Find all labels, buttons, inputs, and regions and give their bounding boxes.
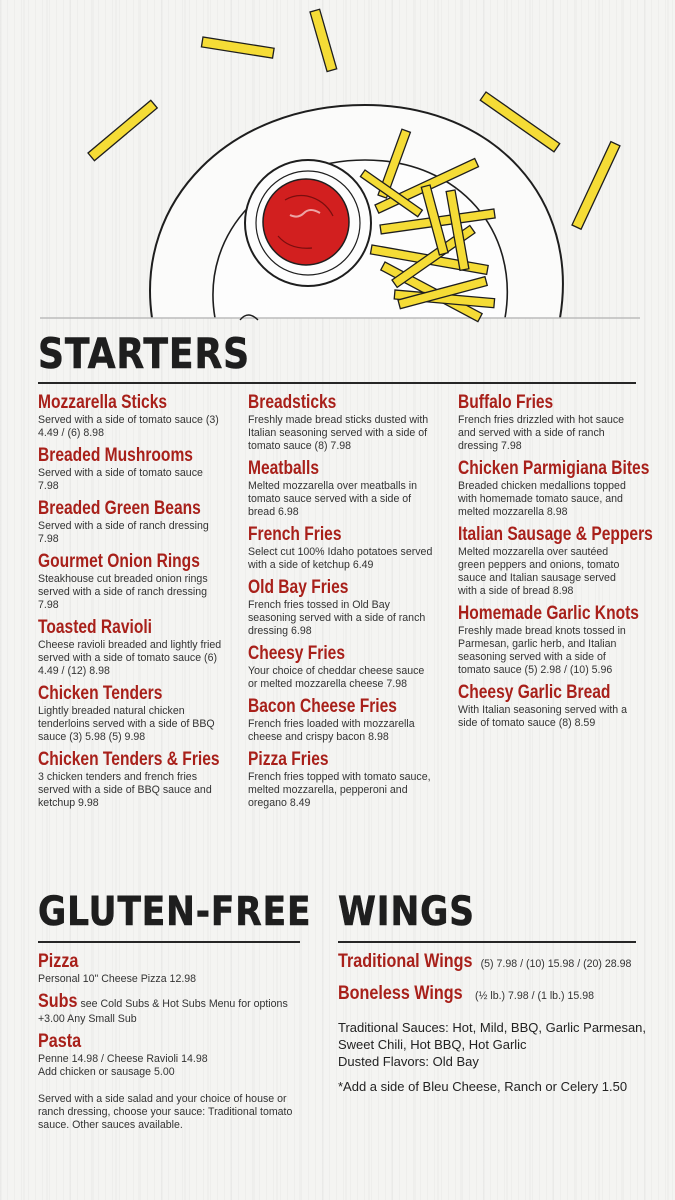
starter-item: Pizza Fries French fries topped with tomato sauce, melted mozzarella, pepperoni and oregano 8.49 bbox=[248, 749, 431, 809]
starters-divider bbox=[38, 382, 636, 384]
wings-section bbox=[338, 951, 648, 1095]
wings-title: WINGS bbox=[338, 889, 475, 935]
starter-item: Breaded Green Beans Served with a side of ranch dressing 7.98 bbox=[38, 498, 209, 545]
starter-item: Chicken Tenders & Fries 3 chicken tenders and french fries served with a side of BBQ sauce and ketchup 9.98 bbox=[38, 749, 220, 809]
starter-item: Meatballs Melted mozzarella over meatballs in tomato sauce served with a side of bread 6.98 bbox=[248, 458, 417, 518]
starter-item: Buffalo Fries French fries drizzled with hot sauce and served with a side of ranch dressing 7.98 bbox=[458, 392, 625, 452]
starter-item: Bacon Cheese Fries French fries loaded with mozzarella cheese and crispy bacon 8.98 bbox=[248, 696, 415, 743]
starter-item: Gourmet Onion Rings Steakhouse cut breaded onion rings served with a side of ranch dressing 7.98 bbox=[38, 551, 208, 611]
starters-title: STARTERS bbox=[38, 329, 251, 378]
starters-column-1 bbox=[38, 392, 226, 815]
gluten-free-divider bbox=[38, 941, 300, 943]
wing-addon: *Add a side of Bleu Cheese, Ranch or Celery 1.50 bbox=[338, 1079, 628, 1094]
starter-item: Homemade Garlic Knots Freshly made bread knots tossed in Parmesan, garlic herb, and Italian seasoning served with a side of tomato sauce (5) 2.98 / (10) 5.96 bbox=[458, 603, 639, 676]
fries-plate-illustration bbox=[0, 0, 675, 330]
starter-item: French Fries Select cut 100% Idaho potatoes served with a side of ketchup 6.49 bbox=[248, 524, 433, 571]
starter-item: Old Bay Fries French fries tossed in Old Bay seasoning served with a side of ranch dressing 6.98 bbox=[248, 577, 426, 637]
gf-pasta: Pasta Penne 14.98 / Cheese Ravioli 14.98 Add chicken or sausage 5.00 bbox=[38, 1031, 208, 1078]
gluten-free-title: GLUTEN-FREE bbox=[38, 889, 312, 935]
ketchup-bowl bbox=[245, 160, 371, 286]
starter-item: Italian Sausage & Peppers Melted mozzarella over sautéed green peppers and onions, tomato sauce and Italian sausage served with a side of bread 8.98 bbox=[458, 524, 653, 597]
starter-item: Toasted Ravioli Cheese ravioli breaded and lightly fried served with a side of tomato sauce (6) 4.49 / (12) 8.98 bbox=[38, 617, 222, 677]
starter-item: Breaded Mushrooms Served with a side of tomato sauce 7.98 bbox=[38, 445, 203, 492]
starters-column-2 bbox=[248, 392, 436, 815]
starter-item: Mozzarella Sticks Served with a side of tomato sauce (3) 4.49 / (6) 8.98 bbox=[38, 392, 219, 439]
starter-item: Chicken Tenders Lightly breaded natural chicken tenderloins served with a side of BBQ sauce (3) 5.98 (5) 9.98 bbox=[38, 683, 215, 743]
starters-column-3 bbox=[458, 392, 653, 735]
traditional-wings: Traditional Wings (5) 7.98 / (10) 15.98 / (20) 28.98 bbox=[338, 951, 632, 972]
starter-item: Breadsticks Freshly made bread sticks dusted with Italian seasoning served with a side of tomato sauce (8) 7.98 bbox=[248, 392, 429, 452]
wings-divider bbox=[338, 941, 636, 943]
gf-pizza: Pizza Personal 10" Cheese Pizza 12.98 bbox=[38, 951, 197, 985]
gf-subs: Subs see Cold Subs & Hot Subs Menu for options +3.00 Any Small Sub bbox=[38, 991, 288, 1025]
gf-note: Served with a side salad and your choice of house or ranch dressing, choose your sauce: Traditional tomato sauce. Other sauces available. bbox=[38, 1093, 293, 1131]
starter-item: Cheesy Garlic Bread With Italian seasoning served with a side of tomato sauce (8) 8.59 bbox=[458, 682, 627, 729]
gluten-free-section bbox=[38, 951, 300, 1132]
starter-item: Chicken Parmigiana Bites Breaded chicken medallions topped with homemade tomato sauce, and melted mozzarella 8.98 bbox=[458, 458, 650, 518]
starter-item: Cheesy Fries Your choice of cheddar cheese sauce or melted mozzarella cheese 7.98 bbox=[248, 643, 425, 690]
wing-sauces: Traditional Sauces: Hot, Mild, BBQ, Garlic Parmesan, Sweet Chili, Hot BBQ, Hot Garlic Dusted Flavors: Old Bay bbox=[338, 1020, 647, 1069]
boneless-wings: Boneless Wings (½ lb.) 7.98 / (1 lb.) 15.98 bbox=[338, 983, 594, 1004]
